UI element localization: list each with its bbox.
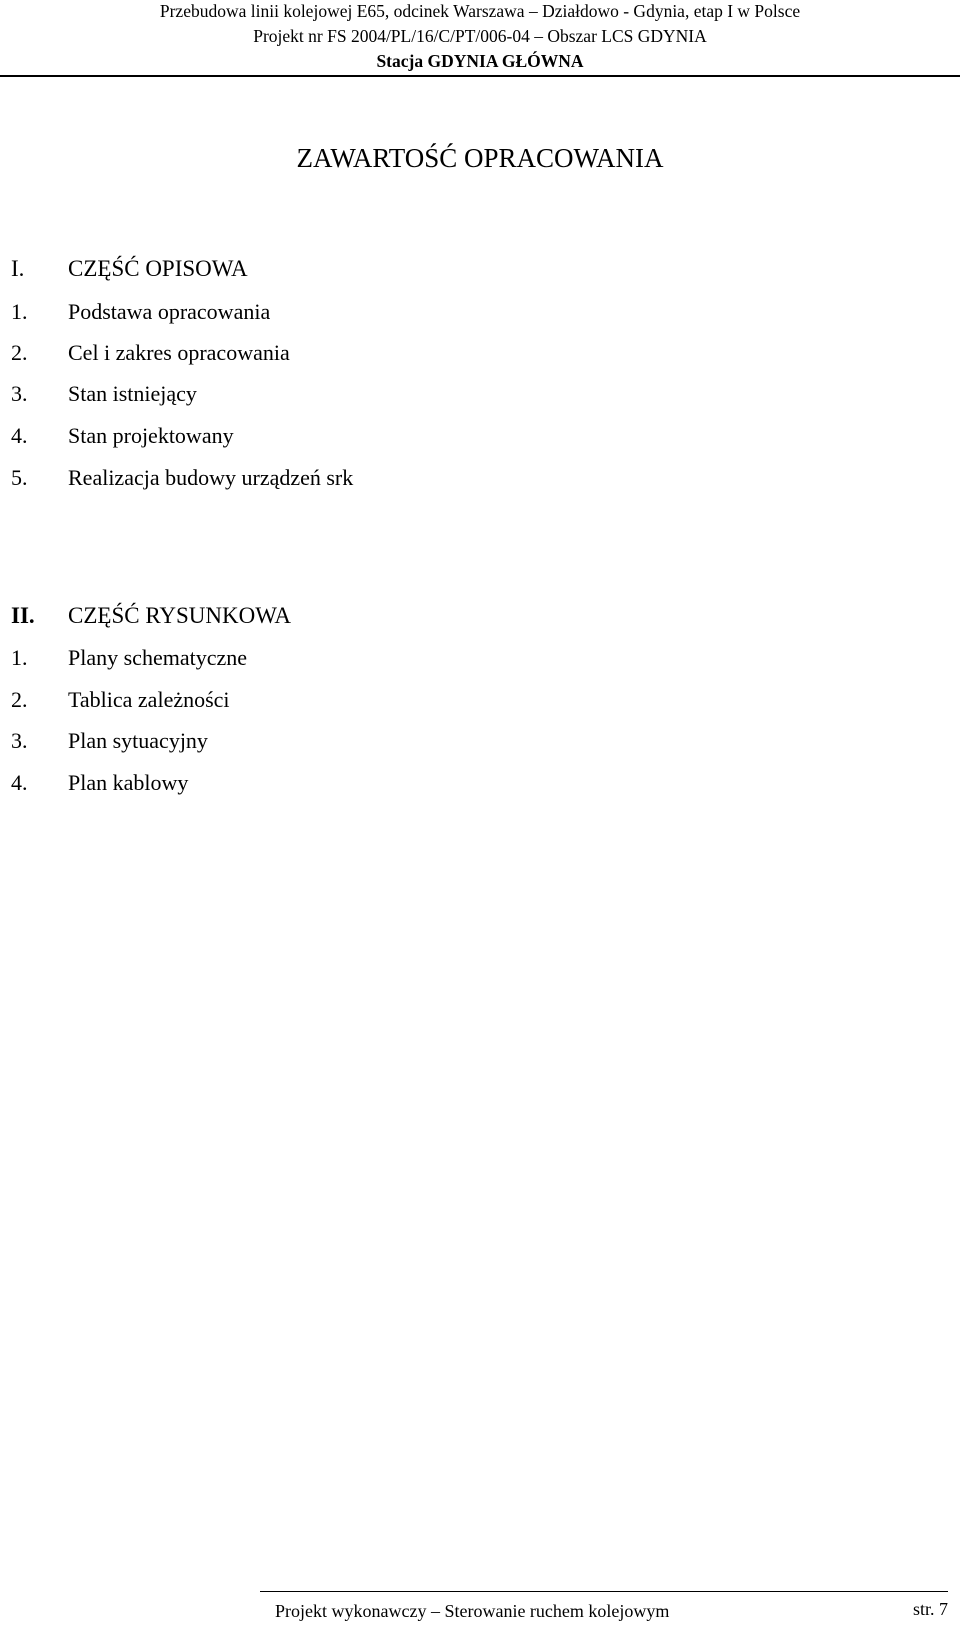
item-number: 3. bbox=[11, 728, 28, 753]
item-number: 5. bbox=[11, 465, 28, 490]
page-number: str. 7 bbox=[912, 1599, 948, 1619]
item-number: 1. bbox=[11, 299, 28, 324]
item-text: Realizacja budowy urządzeń srk bbox=[68, 465, 354, 490]
section-title: CZĘŚĆ OPISOWA bbox=[68, 256, 248, 281]
item-number: 3. bbox=[11, 381, 28, 406]
item-number: 4. bbox=[11, 770, 28, 795]
document-title: ZAWARTOŚĆ OPRACOWANIA bbox=[296, 143, 664, 173]
header-project-title: Przebudowa linii kolejowej E65, odcinek Warszawa – Działdowo - Gdynia, etap I w Polsce bbox=[159, 1, 801, 21]
item-text: Plan kablowy bbox=[68, 770, 189, 795]
header-station-name: Stacja GDYNIA GŁÓWNA bbox=[376, 51, 584, 71]
item-text: Tablica zależności bbox=[68, 687, 230, 712]
item-text: Stan projektowany bbox=[68, 423, 234, 448]
item-number: 4. bbox=[11, 423, 28, 448]
section-number: I. bbox=[11, 256, 25, 281]
section-number: II. bbox=[11, 603, 35, 628]
item-number: 2. bbox=[11, 340, 28, 365]
page-footer bbox=[260, 1591, 948, 1626]
item-text: Cel i zakres opracowania bbox=[68, 340, 290, 365]
item-number: 1. bbox=[11, 645, 28, 670]
footer-project-type: Projekt wykonawczy – Sterowanie ruchem kolejowym bbox=[275, 1601, 670, 1621]
section-title: CZĘŚĆ RYSUNKOWA bbox=[68, 603, 292, 628]
item-text: Stan istniejący bbox=[68, 381, 197, 406]
item-text: Plany schematyczne bbox=[68, 645, 247, 670]
page-header bbox=[0, 0, 960, 77]
item-text: Plan sytuacyjny bbox=[68, 728, 208, 753]
item-number: 2. bbox=[11, 687, 28, 712]
header-project-number: Projekt nr FS 2004/PL/16/C/PT/006-04 – Obszar LCS GDYNIA bbox=[253, 26, 707, 46]
item-text: Podstawa opracowania bbox=[68, 299, 271, 324]
